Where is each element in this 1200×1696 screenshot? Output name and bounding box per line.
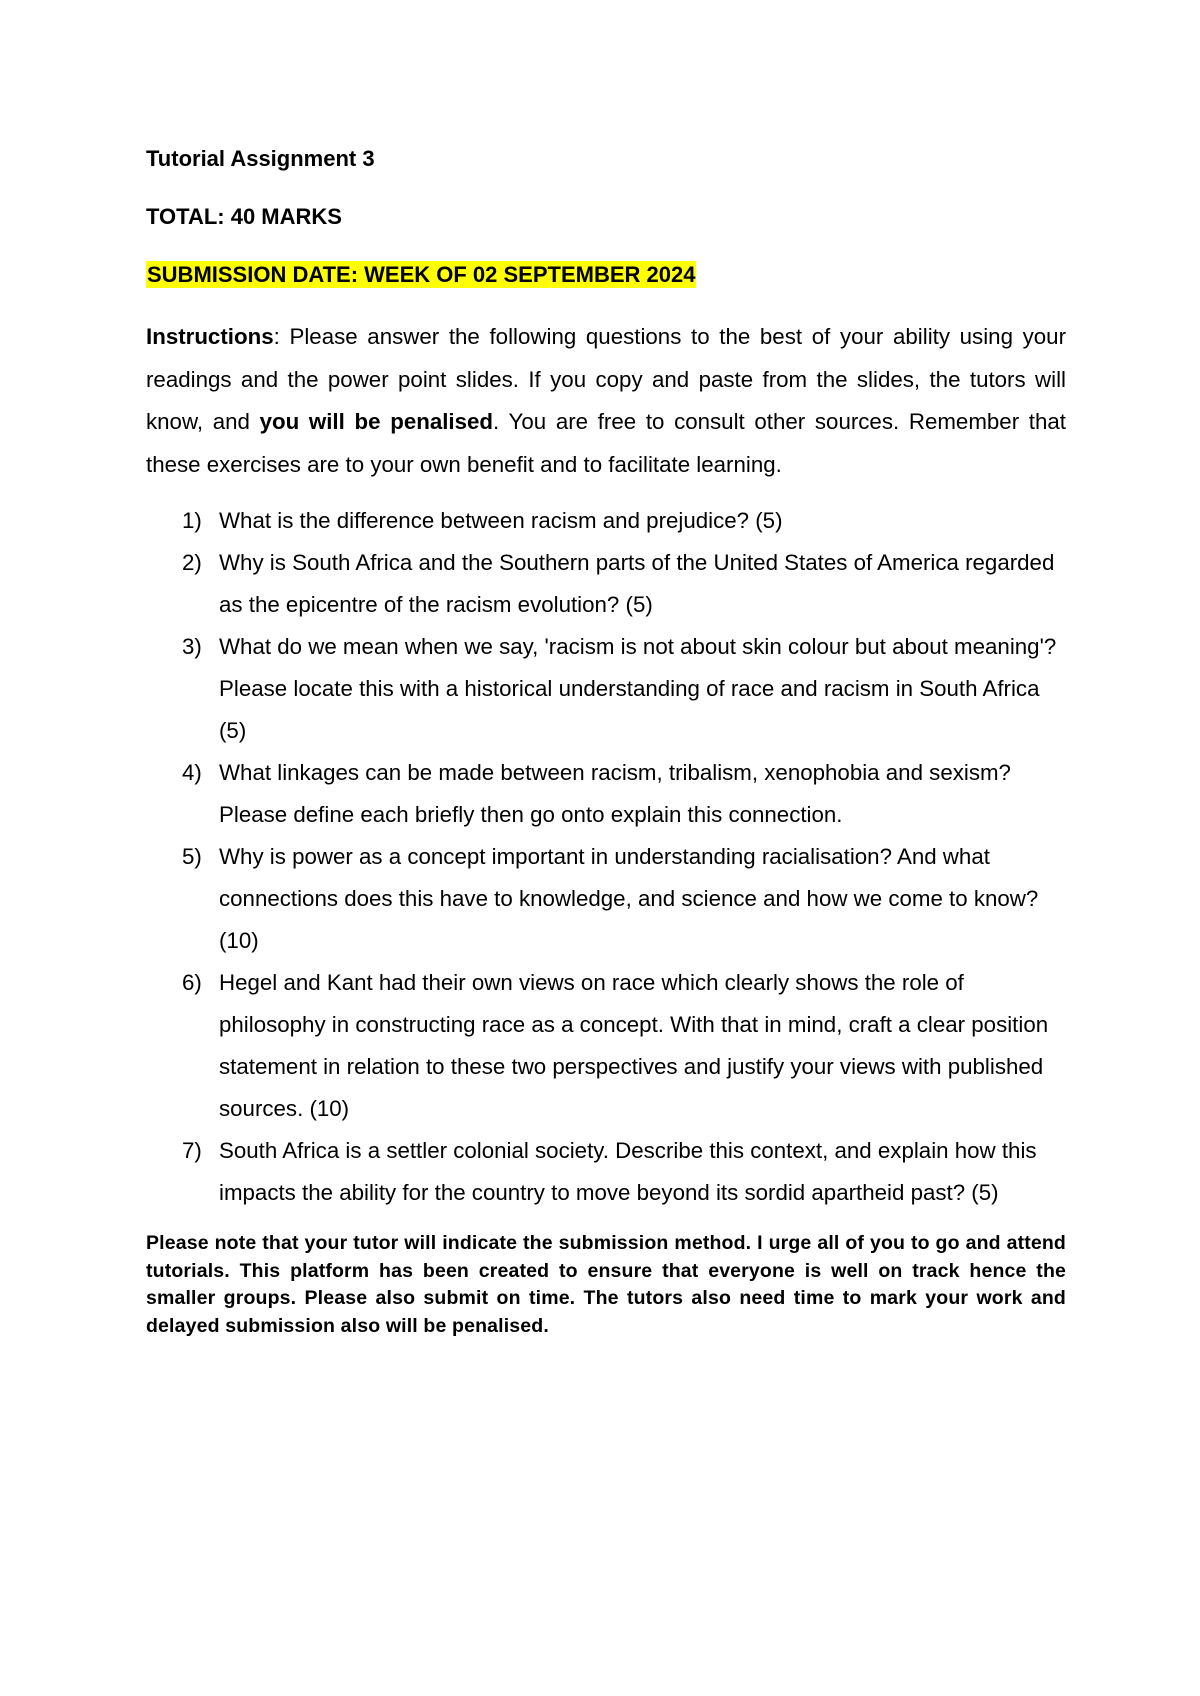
question-number: 7) — [182, 1138, 202, 1163]
question-item — [146, 1130, 1066, 1214]
instructions-paragraph — [146, 316, 1066, 486]
question-number: 2) — [182, 550, 202, 575]
question-number: 1) — [182, 508, 202, 533]
document-title: Tutorial Assignment 3 — [146, 146, 375, 171]
question-item — [146, 500, 1066, 542]
submission-date-highlight: SUBMISSION DATE: WEEK OF 02 SEPTEMBER 2024 — [147, 262, 696, 287]
question-item — [146, 626, 1066, 752]
question-number: 3) — [182, 634, 202, 659]
total-marks: TOTAL: 40 MARKS — [146, 204, 342, 229]
instructions-label: Instructions — [146, 324, 274, 349]
question-number: 6) — [182, 970, 202, 995]
question-number: 5) — [182, 844, 202, 869]
instructions-text-part1: : Please answer the following questions to the best of your ability using your readings and the power point slides. If you copy and paste from the slides, the tutors will know, and — [146, 324, 1066, 434]
question-item — [146, 752, 1066, 836]
questions-list — [146, 500, 1066, 1214]
question-text: What linkages can be made between racism, tribalism, xenophobia and sexism? Please define each briefly then go onto explain this connection. — [219, 760, 1011, 827]
submission-note: Please note that your tutor will indicate the submission method. I urge all of you to go and attend tutorials. This platform has been created to ensure that everyone is well on track hence the smaller groups. Please also submit on time. The tutors also need time to mark your work and delayed submission also will be penalised. — [146, 1232, 1066, 1337]
question-item — [146, 836, 1066, 962]
question-text: South Africa is a settler colonial society. Describe this context, and explain how this impacts the ability for the country to move beyond its sordid apartheid past? (5) — [219, 1138, 1037, 1205]
instructions-text-part2: . You are free to consult other sources. Remember that these exercises are to your own benefit and to facilitate learning. — [146, 409, 1066, 477]
question-text: Hegel and Kant had their own views on race which clearly shows the role of philosophy in constructing race as a concept. With that in mind, craft a clear position statement in relation to these two perspectives and justify your views with published sources. (10) — [219, 970, 1049, 1121]
question-text: Why is power as a concept important in understanding racialisation? And what connections does this have to knowledge, and science and how we come to know? (10) — [219, 844, 1039, 953]
question-text: Why is South Africa and the Southern parts of the United States of America regarded as the epicentre of the racism evolution? (5) — [219, 550, 1055, 617]
document-content — [146, 144, 1066, 1340]
instructions-emphasis: you will be penalised — [259, 409, 494, 434]
question-number: 4) — [182, 760, 202, 785]
question-item — [146, 542, 1066, 626]
question-text: What do we mean when we say, 'racism is not about skin colour but about meaning'? Please locate this with a historical understanding of race and racism in South Africa (5) — [219, 634, 1057, 743]
submission-date — [146, 260, 1066, 290]
question-item — [146, 962, 1066, 1130]
question-text: What is the difference between racism and prejudice? (5) — [219, 508, 783, 533]
